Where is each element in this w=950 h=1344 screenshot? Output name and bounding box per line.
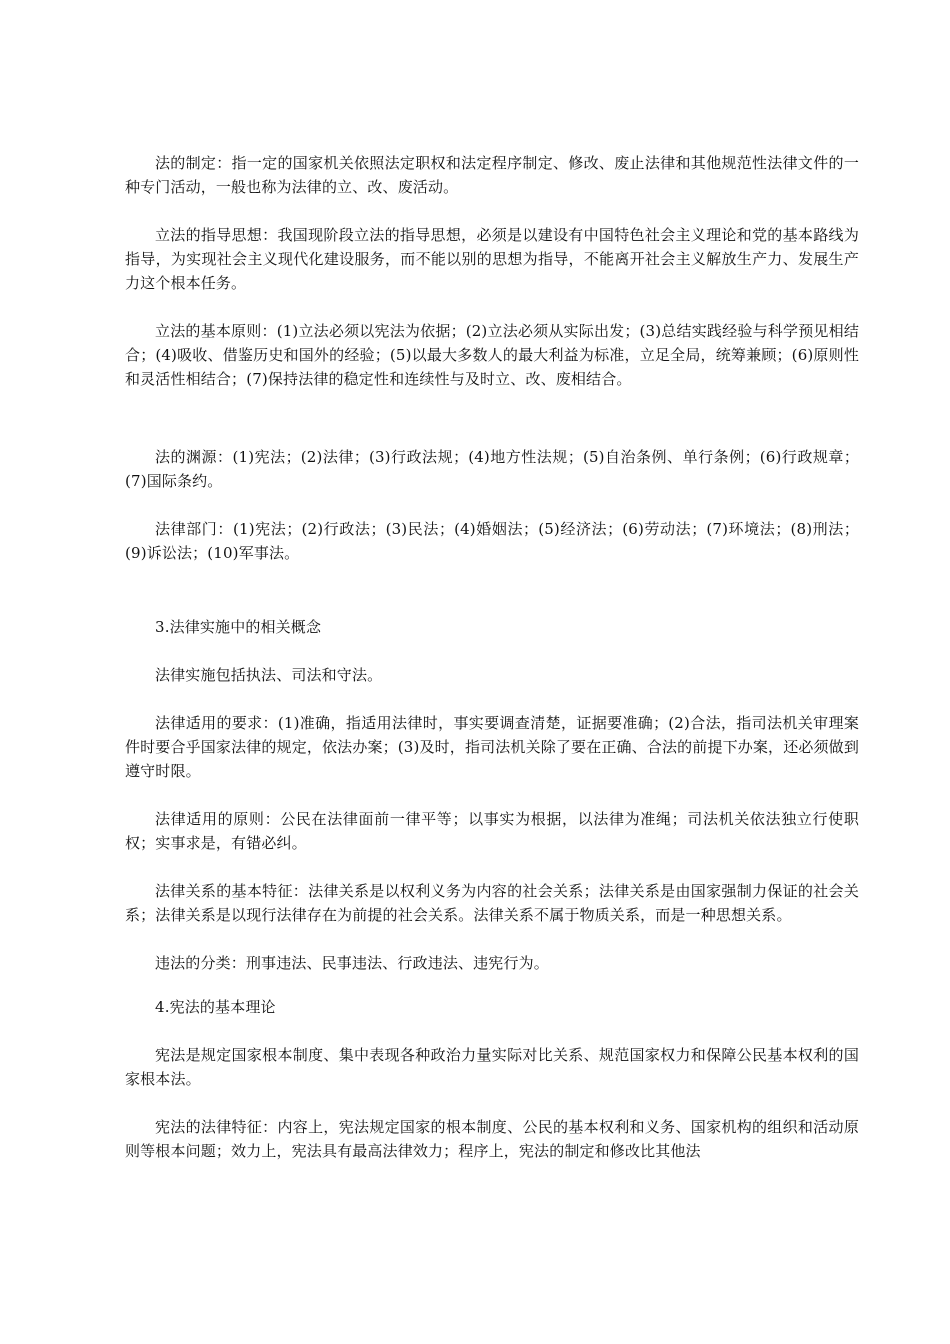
- paragraph-spacer: [125, 687, 859, 711]
- paragraph-constitution-definition: 宪法是规定国家根本制度、集中表现各种政治力量实际对比关系、规范国家权力和保障公民基本权利的国家根本法。: [125, 1046, 859, 1088]
- paragraph-spacer: [125, 391, 859, 445]
- paragraph-spacer: [125, 639, 859, 663]
- section-heading-constitution-theory: 4.宪法的基本理论: [155, 998, 276, 1016]
- paragraph-application-requirements: 法律适用的要求：(1)准确，指适用法律时，事实要调查清楚，证据要准确；(2)合法，指司法机关审理案件时要合乎国家法律的规定，依法办案；(3)及时，指司法机关除了要在正确、合法的前提下办案，还必须做到遵守时限。: [125, 714, 859, 780]
- paragraph-spacer: [125, 199, 859, 223]
- paragraph-spacer: [125, 493, 859, 517]
- paragraph-spacer: [125, 295, 859, 319]
- paragraph-spacer: [125, 565, 859, 615]
- paragraph-spacer: [125, 1091, 859, 1115]
- paragraph-law-making: 法的制定：指一定的国家机关依照法定职权和法定程序制定、修改、废止法律和其他规范性法律文件的一种专门活动，一般也称为法律的立、改、废活动。: [125, 154, 859, 196]
- paragraph-spacer: [125, 855, 859, 879]
- paragraph-violation-types: 违法的分类：刑事违法、民事违法、行政违法、违宪行为。: [155, 954, 549, 972]
- paragraph-legal-relations-features: 法律关系的基本特征：法律关系是以权利义务为内容的社会关系；法律关系是由国家强制力保证的社会关系；法律关系是以现行法律存在为前提的社会关系。法律关系不属于物质关系，而是一种思想关系。: [125, 882, 859, 924]
- paragraph-spacer: [125, 783, 859, 807]
- paragraph-legal-departments: 法律部门：(1)宪法；(2)行政法；(3)民法；(4)婚姻法；(5)经济法；(6)劳动法；(7)环境法；(8)刑法；(9)诉讼法；(10)军事法。: [125, 520, 859, 562]
- paragraph-application-principles: 法律适用的原则：公民在法律面前一律平等；以事实为根据，以法律为准绳；司法机关依法独立行使职权；实事求是，有错必纠。: [125, 810, 859, 852]
- paragraph-sources-of-law: 法的渊源：(1)宪法；(2)法律；(3)行政法规；(4)地方性法规；(5)自治条例、单行条例；(6)行政规章；(7)国际条约。: [125, 448, 859, 490]
- paragraph-constitution-features: 宪法的法律特征：内容上，宪法规定国家的根本制度、公民的基本权利和义务、国家机构的组织和活动原则等根本问题；效力上，宪法具有最高法律效力；程序上，宪法的制定和修改比其他法: [125, 1118, 859, 1160]
- paragraph-legislative-guiding-ideology: 立法的指导思想：我国现阶段立法的指导思想，必须是以建设有中国特色社会主义理论和党的基本路线为指导，为实现社会主义现代化建设服务，而不能以别的思想为指导，不能离开社会主义解放生产力、发展生产力这个根本任务。: [125, 226, 859, 292]
- paragraph-law-implementation: 法律实施包括执法、司法和守法。: [155, 666, 383, 684]
- paragraph-spacer: [125, 927, 859, 951]
- section-heading-law-implementation: 3.法律实施中的相关概念: [155, 618, 322, 636]
- paragraph-spacer: [125, 1019, 859, 1043]
- document-body: [125, 151, 859, 1163]
- paragraph-legislative-principles: 立法的基本原则：(1)立法必须以宪法为依据；(2)立法必须从实际出发；(3)总结实践经验与科学预见相结合；(4)吸收、借鉴历史和国外的经验；(5)以最大多数人的最大利益为标准，立足全局，统筹兼顾；(6)原则性和灵活性相结合；(7)保持法律的稳定性和连续性与及时立、改、废相结合。: [125, 322, 859, 388]
- paragraph-spacer: [125, 975, 859, 995]
